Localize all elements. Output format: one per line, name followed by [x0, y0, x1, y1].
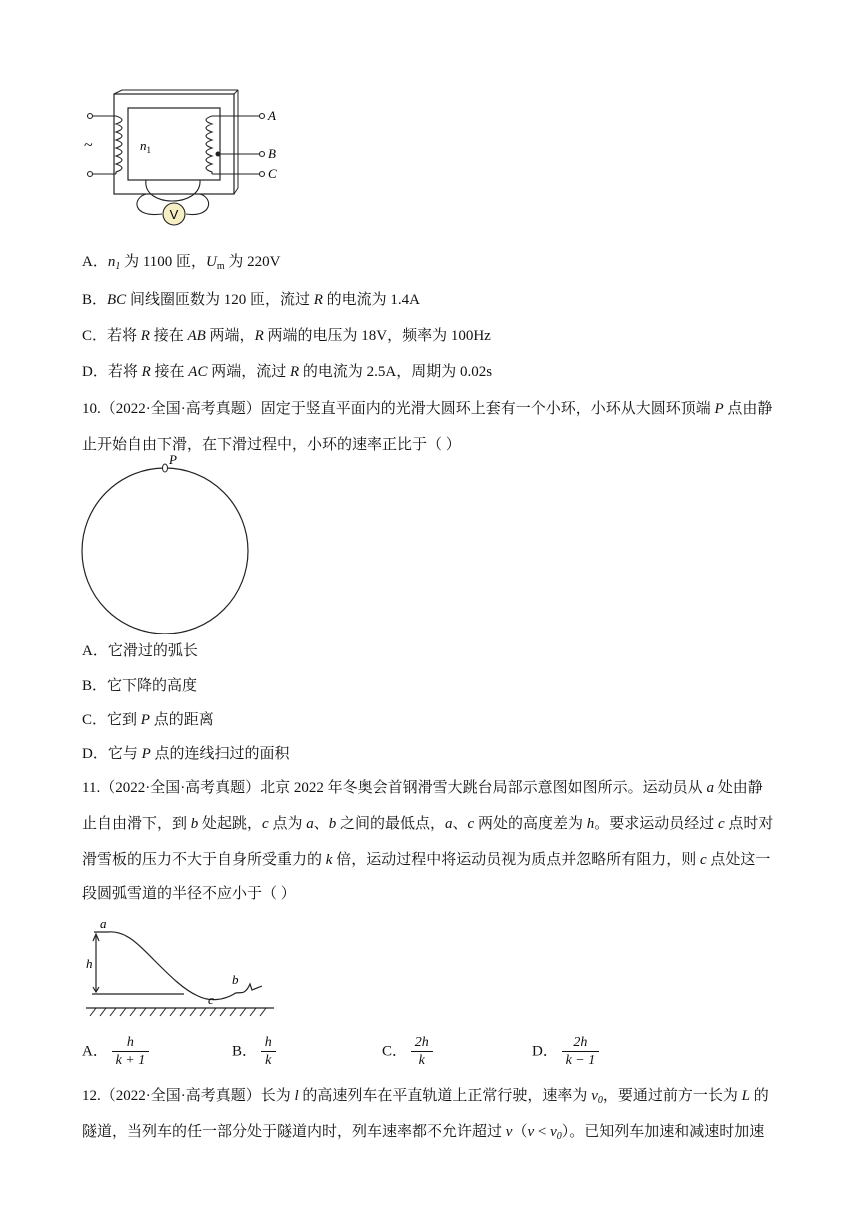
- height-h-label: h: [86, 956, 93, 971]
- transformer-figure: [82, 88, 292, 230]
- ac-source-symbol: ~: [84, 137, 93, 154]
- q9-option-d: D．若将 R 接在 AC 两端，流过 R 的电流为 2.5A，周期为 0.02s: [82, 364, 493, 380]
- q11-option-b: B． $\frac{h}{k}$: [232, 1034, 276, 1069]
- q10-stem-line1: 10.（2022·全国·高考真题）固定于竖直平面内的光滑大圆环上套有一个小环，小环从大圆环顶端 P 点由静: [82, 401, 773, 417]
- terminal-c-label: C: [268, 166, 277, 181]
- q10-option-d: D．它与 P 点的连线扫过的面积: [82, 746, 290, 762]
- q9-option-a: A．$n_1$ 为 1100 匝，$U_m$ 为 220V: [82, 254, 281, 272]
- ring-figure: [80, 452, 252, 634]
- q11-option-c: C． $\frac{2h}{k}$: [382, 1034, 433, 1069]
- q11-option-a: A． $\frac{h}{k + 1}$: [82, 1034, 149, 1069]
- voltmeter-label: V: [169, 207, 179, 222]
- q9-option-c: C．若将 R 接在 AB 两端，R 两端的电压为 18V，频率为 100Hz: [82, 328, 491, 344]
- q9-option-b: B．BC 间线圈匝数为 120 匝，流过 R 的电流为 1.4A: [82, 292, 420, 308]
- terminal-a-label: A: [268, 108, 276, 123]
- point-c-label: c: [208, 992, 214, 1007]
- terminal-b-label: B: [268, 146, 276, 161]
- point-a-label: a: [100, 916, 107, 931]
- point-b-label: b: [232, 972, 239, 987]
- q10-option-b: B．它下降的高度: [82, 678, 198, 694]
- q10-option-a: A．它滑过的弧长: [82, 643, 198, 659]
- ski-slope-figure: [84, 912, 284, 1024]
- q12-stem-line2: 隧道，当列车的任一部分处于隧道内时，列车速率都不允许超过 $v(v < v_0)$。已知列车加速和减速时加速: [82, 1124, 765, 1142]
- q12-stem-line1: 12.（2022·全国·高考真题）长为 l 的高速列车在平直轨道上正常行驶，速率为 $v_0$，要通过前方一长为 L 的: [82, 1088, 769, 1106]
- n1-label: $n_1$: [140, 138, 151, 155]
- q11-stem-line2: 止自由滑下，到 b 处起跳，c 点为 a、b 之间的最低点，a、c 两处的高度差为 h。要求运动员经过 c 点时对: [82, 816, 774, 832]
- point-p-label: P: [169, 452, 177, 467]
- q11-option-d: D． $\frac{2h}{k - 1}$: [532, 1034, 599, 1069]
- q10-stem-line2: 止开始自由下滑，在下滑过程中，小环的速率正比于（ ）: [82, 437, 461, 453]
- q11-stem-line4: 段圆弧雪道的半径不应小于（ ）: [82, 886, 296, 902]
- q11-stem-line1: 11.（2022·全国·高考真题）北京 2022 年冬奥会首钢滑雪大跳台局部示意图如图所示。运动员从 a 处由静: [82, 780, 763, 796]
- q11-stem-line3: 滑雪板的压力不大于自身所受重力的 k 倍，运动过程中将运动员视为质点并忽略所有阻力，则 c 点处这一: [82, 852, 771, 868]
- q10-option-c: C．它到 P 点的距离: [82, 712, 214, 728]
